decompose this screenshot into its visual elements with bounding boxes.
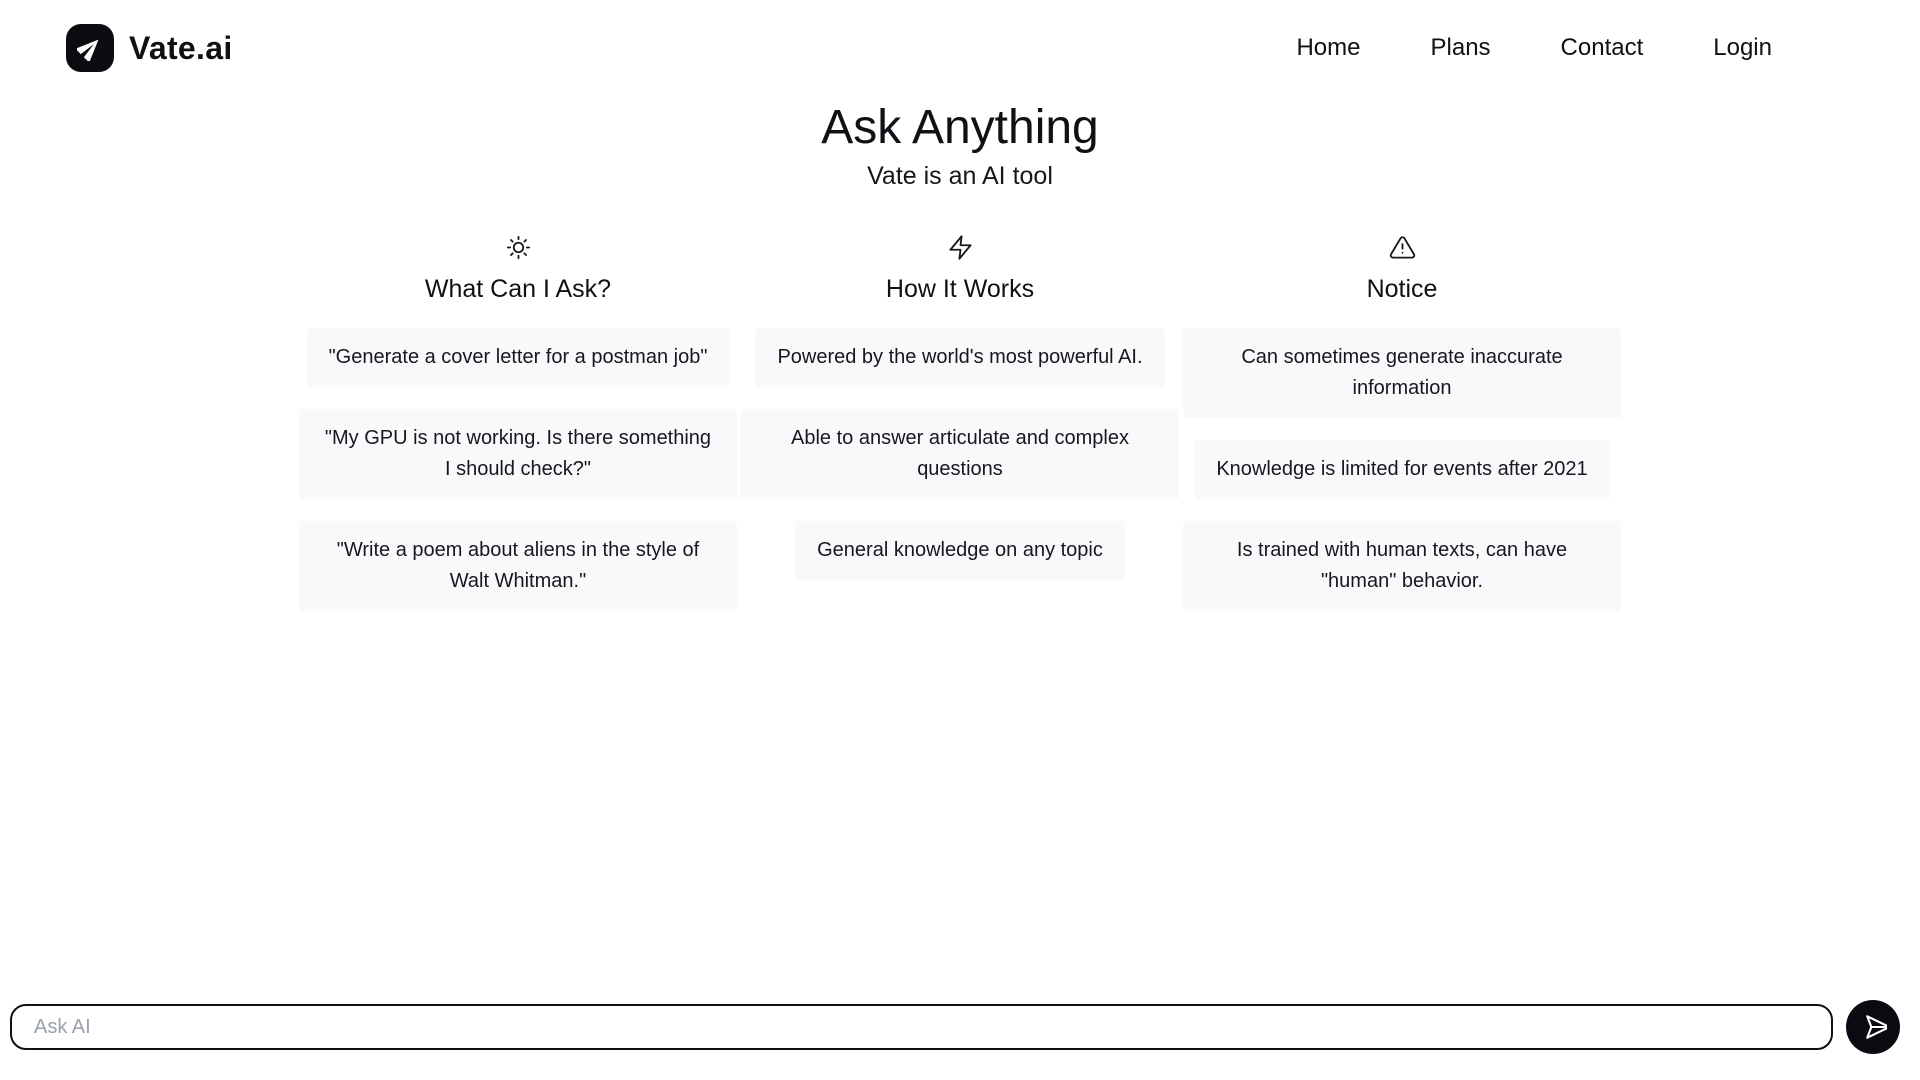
page-subtitle: Vate is an AI tool: [867, 162, 1053, 190]
info-columns: [0, 233, 1920, 611]
nav-link-plans[interactable]: Plans: [1430, 34, 1491, 61]
brand-name: Vate.ai: [129, 29, 233, 66]
nav-link-contact[interactable]: Contact: [1560, 34, 1644, 61]
capability-card: Able to answer articulate and complex questions: [741, 409, 1179, 499]
example-prompt-card: "Write a poem about aliens in the style of Walt Whitman.": [299, 521, 737, 611]
notice-card: Can sometimes generate inaccurate information: [1183, 328, 1621, 418]
notice-card: Is trained with human texts, can have "human" behavior.: [1183, 521, 1621, 611]
paper-plane-icon: [77, 35, 103, 61]
ask-bar: [10, 1000, 1900, 1054]
navbar: [0, 0, 1920, 72]
capability-card: Powered by the world's most powerful AI.: [755, 328, 1164, 387]
send-button[interactable]: [1846, 1000, 1900, 1054]
column-how-it-works: [739, 233, 1181, 611]
hero: [0, 100, 1920, 191]
warning-triangle-icon: [1389, 233, 1416, 261]
capability-card: General knowledge on any topic: [795, 521, 1125, 580]
brand-logo: [66, 24, 114, 72]
page-title: Ask Anything: [821, 101, 1099, 154]
nav-link-home[interactable]: Home: [1296, 34, 1361, 61]
column-heading: How It Works: [885, 275, 1035, 303]
card-list: [741, 328, 1179, 580]
sun-icon: [505, 233, 532, 261]
column-what-can-i-ask: [297, 233, 739, 611]
card-list: [1183, 328, 1621, 611]
example-prompt-card: "Generate a cover letter for a postman job": [307, 328, 730, 387]
lightning-icon: [947, 233, 974, 261]
nav: [1296, 34, 1772, 62]
notice-card: Knowledge is limited for events after 2021: [1194, 440, 1609, 499]
column-heading: What Can I Ask?: [424, 275, 612, 303]
brand[interactable]: [66, 24, 233, 72]
card-list: [299, 328, 737, 611]
column-notice: [1181, 233, 1623, 611]
example-prompt-card: "My GPU is not working. Is there something I should check?": [299, 409, 737, 499]
nav-link-login[interactable]: Login: [1713, 34, 1772, 61]
ask-input[interactable]: [10, 1004, 1833, 1050]
column-heading: Notice: [1366, 275, 1438, 303]
send-icon: [1859, 1013, 1887, 1041]
